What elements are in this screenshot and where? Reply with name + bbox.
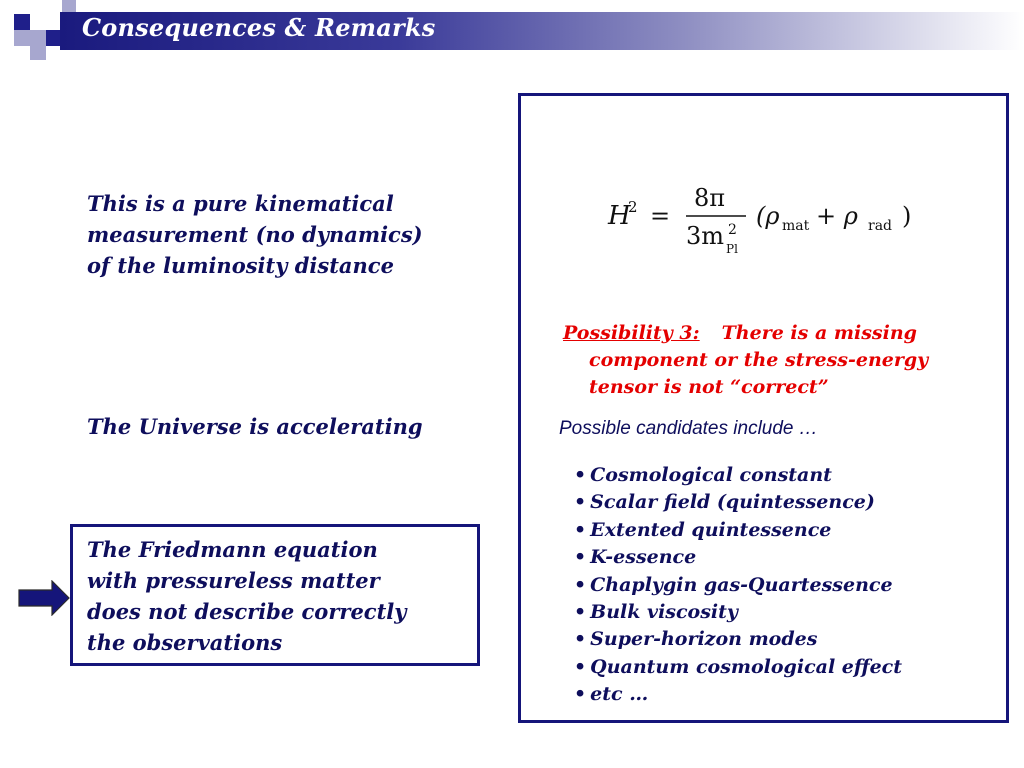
list-item: • Chaplygin gas-Quartessence bbox=[574, 573, 893, 596]
slide-title: Consequences & Remarks bbox=[82, 13, 436, 42]
list-item: • Bulk viscosity bbox=[574, 601, 738, 624]
bullet-icon: • bbox=[574, 464, 587, 486]
list-item: • K-essence bbox=[574, 546, 697, 569]
friedmann-equation bbox=[606, 180, 926, 260]
eq-close: ) bbox=[902, 202, 912, 230]
kinematical-line-3: of the luminosity distance bbox=[87, 253, 394, 278]
bullet-icon: • bbox=[574, 546, 587, 569]
eq-open: (ρ bbox=[756, 202, 780, 230]
kinematical-statement bbox=[87, 188, 423, 281]
bullet-icon: • bbox=[574, 655, 587, 678]
eq-numerator: 8π bbox=[694, 184, 726, 212]
bullet-icon: • bbox=[574, 683, 587, 706]
decor-square-6 bbox=[62, 0, 76, 12]
conclusion-line-4: the observations bbox=[87, 630, 283, 655]
bullet-icon: • bbox=[574, 573, 587, 596]
eq-denominator-sub: Pl bbox=[726, 242, 738, 256]
possibility-text-1: There is a missing bbox=[721, 322, 917, 344]
decor-square-2 bbox=[30, 30, 46, 46]
list-item: • etc … bbox=[574, 683, 649, 706]
kinematical-line-1: This is a pure kinematical bbox=[87, 191, 394, 216]
decor-square-1 bbox=[14, 14, 30, 30]
list-item: • Super-horizon modes bbox=[574, 628, 818, 651]
candidates-intro: Possible candidates include … bbox=[559, 418, 818, 439]
bullet-icon: • bbox=[574, 491, 587, 514]
bullet-icon: • bbox=[574, 628, 587, 651]
candidates-list bbox=[574, 462, 902, 709]
possibility-3 bbox=[563, 320, 983, 401]
conclusion-line-1: The Friedmann equation bbox=[87, 537, 378, 562]
list-item: • Extented quintessence bbox=[574, 518, 832, 541]
eq-lhs: H bbox=[608, 201, 631, 231]
eq-sub-rad: rad bbox=[868, 218, 893, 234]
eq-denominator: 3m bbox=[686, 222, 725, 250]
decor-square-5 bbox=[30, 46, 46, 60]
list-item: • Quantum cosmological effect bbox=[574, 655, 903, 678]
eq-denominator-exp: 2 bbox=[728, 222, 737, 238]
possibility-label: Possibility 3: bbox=[563, 322, 700, 344]
bullet-icon: • bbox=[574, 601, 587, 624]
conclusion-line-3: does not describe correctly bbox=[87, 599, 407, 624]
conclusion-line-2: with pressureless matter bbox=[87, 568, 380, 593]
possibility-text-2: component or the stress-energy bbox=[589, 349, 929, 371]
decor-square-4 bbox=[14, 30, 30, 46]
list-item: • Scalar field (quintessence) bbox=[574, 491, 875, 514]
conclusion-statement bbox=[87, 534, 406, 658]
right-arrow-icon bbox=[18, 580, 70, 616]
eq-lhs-exp: 2 bbox=[628, 198, 638, 216]
eq-plus: + ρ bbox=[816, 202, 858, 230]
possibility-text-3: tensor is not “correct” bbox=[589, 376, 829, 398]
list-item: • Cosmological constant bbox=[574, 464, 832, 486]
accelerating-statement: The Universe is accelerating bbox=[87, 414, 423, 439]
kinematical-line-2: measurement (no dynamics) bbox=[87, 222, 423, 247]
eq-sub-mat: mat bbox=[782, 218, 810, 234]
eq-equals: = bbox=[650, 202, 671, 230]
bullet-icon: • bbox=[574, 518, 587, 541]
